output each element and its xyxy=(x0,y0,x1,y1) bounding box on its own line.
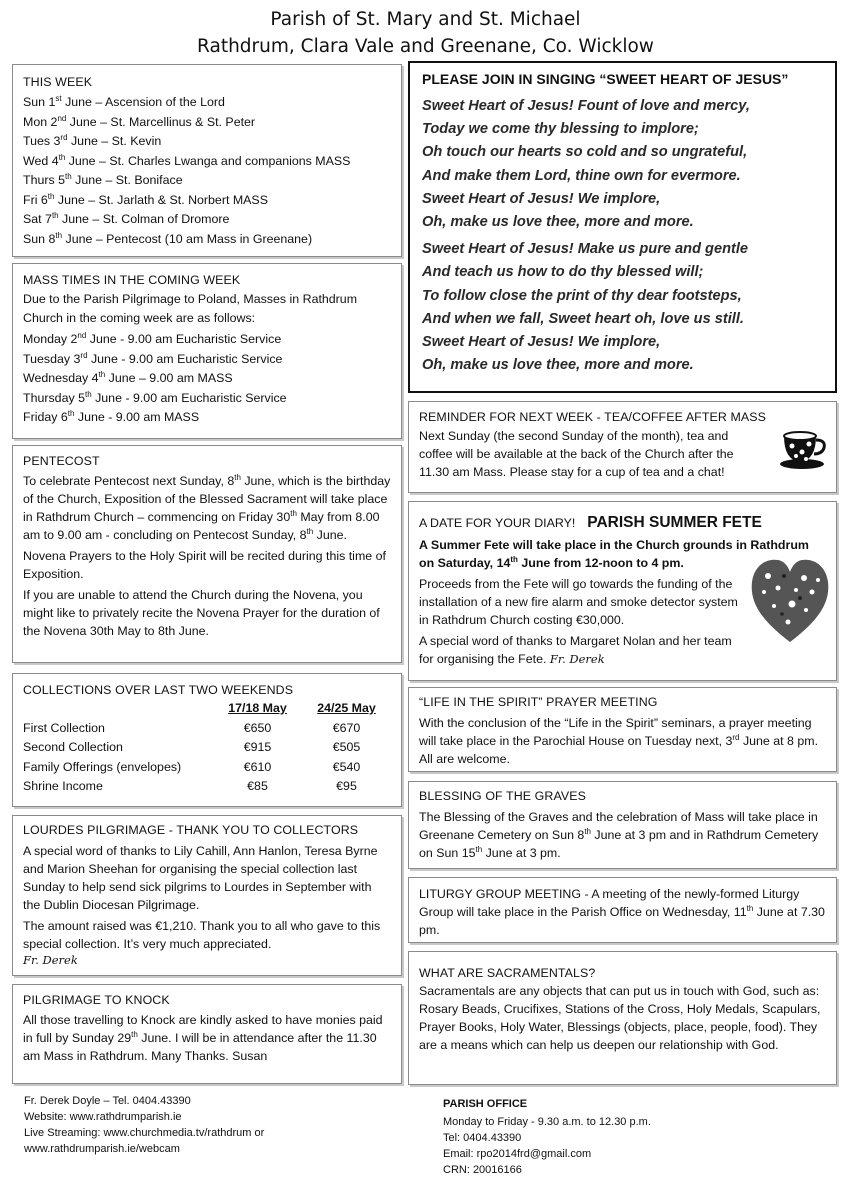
hymn-box xyxy=(408,61,837,393)
ordinal-suffix: st xyxy=(55,93,62,103)
item-day: Sat 7 xyxy=(23,212,52,226)
list-item xyxy=(23,93,391,113)
item-text: June – St. Kevin xyxy=(67,134,162,148)
this-week-title: THIS WEEK xyxy=(23,75,93,89)
collection-amount: €85 xyxy=(247,779,268,793)
collections-title: COLLECTIONS OVER LAST TWO WEEKENDS xyxy=(23,683,294,697)
ordinal-suffix: th xyxy=(584,826,591,836)
hymn-title: PLEASE JOIN IN SINGING “SWEET HEART OF JESUS” xyxy=(422,71,789,87)
lourdes-box xyxy=(12,815,402,976)
knock-text: All those travelling to Knock are kindly asked to have monies paid in full by Sunday 29 xyxy=(23,1013,383,1045)
priest-contact: Fr. Derek Doyle – Tel. 0404.43390 xyxy=(24,1095,191,1107)
knock-box xyxy=(12,984,402,1084)
mass-times-list xyxy=(23,330,391,428)
knock-title: PILGRIMAGE TO KNOCK xyxy=(23,993,170,1007)
graves-part: June at 3 pm. xyxy=(482,846,561,860)
teacup-icon xyxy=(776,424,828,470)
item-text: June – St. Marcellinus & St. Peter xyxy=(66,114,256,129)
item-day: Tues 3 xyxy=(23,134,61,148)
list-item xyxy=(23,152,391,172)
office-hours: Monday to Friday - 9.30 a.m. to 12.30 p.m. xyxy=(443,1116,651,1128)
list-item xyxy=(23,132,391,152)
liturgy-text xyxy=(419,885,826,939)
item-text: June – Ascension of the Lord xyxy=(61,95,225,109)
hymn-line: Sweet Heart of Jesus! Make us pure and gentle xyxy=(422,241,749,258)
item-text: June – 9.00 am MASS xyxy=(105,371,233,385)
ordinal-suffix: rd xyxy=(80,350,88,360)
list-item xyxy=(23,389,391,409)
arts-crafts-heart-icon xyxy=(748,552,832,648)
lourdes-paragraph-2: The amount raised was €1,210. Thank you to all who gave to this special collection. It’s very much appreciated. xyxy=(23,919,381,951)
hymn-line: To follow close the print of thy dear footsteps, xyxy=(422,287,742,304)
signature: Fr. Derek xyxy=(549,652,605,666)
ordinal-suffix: th xyxy=(475,844,483,854)
collection-label: Second Collection xyxy=(23,740,123,754)
table-row xyxy=(23,758,391,778)
pentecost-paragraph-2: Novena Prayers to the Holy Spirit will be recited during this time of Exposition. xyxy=(23,549,386,581)
pentecost-paragraph-1 xyxy=(23,472,391,544)
pentecost-p1-part: June. xyxy=(313,528,347,542)
item-text: June – St. Colman of Dromore xyxy=(58,212,230,226)
fete-text: A special word of thanks to Margaret Nolan and her team for organising the Fete. xyxy=(419,634,732,666)
fete-box xyxy=(408,501,837,681)
list-item xyxy=(23,191,391,211)
ordinal-suffix: th xyxy=(67,408,75,418)
ordinal-suffix: th xyxy=(306,526,314,536)
item-text: June - 9.00 am Eucharistic Service xyxy=(91,390,287,405)
list-item xyxy=(23,408,391,428)
pentecost-p1-part: To celebrate Pentecost next Sunday, 8 xyxy=(23,474,235,488)
graves-text xyxy=(419,808,826,862)
collection-amount: €540 xyxy=(332,759,361,774)
item-day: Thurs 5 xyxy=(23,173,66,187)
item-day: Friday 6 xyxy=(23,410,68,424)
list-item xyxy=(23,230,391,250)
item-day: Tuesday 3 xyxy=(23,351,81,366)
fete-paragraph-2: Proceeds from the Fete will go towards the funding of the installation of a new fire alarm and smoke detector system in Rathdrum Church costing €30,000. xyxy=(419,577,738,627)
signature: Fr. Derek xyxy=(23,953,78,967)
ordinal-suffix: th xyxy=(55,230,63,240)
item-text: June – St. Charles Lwanga and companions MASS xyxy=(65,153,351,168)
collections-header-row xyxy=(23,699,391,719)
mass-times-box xyxy=(12,263,402,439)
hymn-line: Sweet Heart of Jesus! We implore, xyxy=(422,190,661,207)
item-text: June - 9.00 am MASS xyxy=(74,410,200,424)
sacramentals-title: WHAT ARE SACRAMENTALS? xyxy=(419,966,596,980)
ordinal-suffix: th xyxy=(65,171,72,181)
collections-table xyxy=(23,699,391,797)
item-text: June – Pentecost (10 am Mass in Greenane) xyxy=(62,231,313,246)
fete-text: June from 12-noon to 4 pm. xyxy=(517,556,684,570)
ordinal-suffix: th xyxy=(51,210,59,220)
mass-times-intro: Due to the Parish Pilgrimage to Poland, Masses in Rathdrum Church in the coming week are as follows: xyxy=(23,292,358,325)
mass-times-title: MASS TIMES IN THE COMING WEEK xyxy=(23,273,241,287)
pentecost-p1-part: May from 8.00 am to 9.00 am - concluding on Pentecost Sunday, 8 xyxy=(23,510,380,542)
ordinal-suffix: rd xyxy=(732,732,740,742)
hymn-line: And when we fall, Sweet heart oh, love us still. xyxy=(422,310,744,327)
table-row xyxy=(23,777,391,797)
item-day: Thursday 5 xyxy=(23,390,85,405)
hymn-verse-2 xyxy=(422,238,823,377)
fete-paragraph-3 xyxy=(419,632,749,668)
item-day: Monday 2 xyxy=(23,332,78,346)
ordinal-suffix: th xyxy=(47,191,55,201)
fete-text: A Summer Fete will take place in the Church grounds in Rathdrum on Saturday, 14 xyxy=(419,538,809,570)
column-header: 24/25 May xyxy=(317,701,376,715)
ordinal-suffix: th xyxy=(510,554,518,564)
office-email[interactable]: Email: rpo2014frd@gmail.com xyxy=(443,1148,592,1160)
collections-box xyxy=(12,673,402,807)
item-day: Sun 1 xyxy=(23,95,56,109)
ordinal-suffix: nd xyxy=(57,113,67,123)
graves-part: June at 3 pm and in Rathdrum Cemetery on Sun 15 xyxy=(419,828,819,860)
hymn-line: Oh, make us love thee, more and more. xyxy=(422,357,694,374)
pentecost-p1-part: June, which is the birthday of the Church, Exposition of the Blessed Sacrament will take place in Rathdrum Church – commencing on Friday 30 xyxy=(23,474,391,524)
collection-amount: €670 xyxy=(332,720,361,735)
ordinal-suffix: nd xyxy=(77,330,87,340)
collection-label: First Collection xyxy=(23,720,105,735)
pentecost-paragraph-3: If you are unable to attend the Church during the Novena, you might like to privately recite the Novena Prayer for the duration of the Novena 30th May to 8th June. xyxy=(23,588,380,638)
item-text: June – St. Jarlath & St. Norbert MASS xyxy=(54,192,268,207)
sacramentals-box xyxy=(408,951,837,1085)
office-crn: CRN: 20016166 xyxy=(443,1164,522,1176)
fete-heading xyxy=(419,514,826,532)
pentecost-title: PENTECOST xyxy=(23,454,100,468)
fete-title: PARISH SUMMER FETE xyxy=(587,514,762,531)
table-row xyxy=(23,738,391,758)
office-phone: Tel: 0404.43390 xyxy=(443,1132,522,1144)
live-streaming-link[interactable]: Live Streaming: www.churchmedia.tv/rathdrum or xyxy=(24,1127,265,1139)
lourdes-paragraph-1: A special word of thanks to Lily Cahill, Ann Hanlon, Teresa Byrne and Marion Sheehan for organising the special collection last Sunday to help send sick pilgrims to Lourdes in September with the Dublin Diocesan Pilgrimage. xyxy=(23,844,378,912)
collection-amount: €95 xyxy=(336,779,357,793)
item-day: Fri 6 xyxy=(23,192,48,207)
this-week-box xyxy=(12,64,402,257)
knock-paragraph xyxy=(23,1011,391,1065)
list-item xyxy=(23,350,391,370)
item-day: Wed 4 xyxy=(23,153,59,168)
hymn-line: And teach us how to do thy blessed will; xyxy=(422,264,704,281)
hymn-line: Oh, make us love thee, more and more. xyxy=(422,214,694,231)
prayer-meeting-text xyxy=(419,714,826,768)
item-text: June - 9.00 am Eucharistic Service xyxy=(86,332,282,346)
collection-amount: €505 xyxy=(332,740,361,754)
pentecost-box xyxy=(12,445,402,663)
column-header: 17/18 May xyxy=(228,701,287,715)
fete-label: A DATE FOR YOUR DIARY! xyxy=(419,516,576,530)
liturgy-part: June at 7.30 pm. xyxy=(419,905,825,937)
item-day: Mon 2 xyxy=(23,114,58,129)
list-item xyxy=(23,330,391,350)
item-day: Wednesday 4 xyxy=(23,371,99,385)
ordinal-suffix: th xyxy=(58,152,66,162)
prayer-meeting-part: June at 8 pm. All are welcome. xyxy=(419,734,819,766)
item-day: Sun 8 xyxy=(23,231,56,246)
ordinal-suffix: th xyxy=(84,389,92,399)
graves-box xyxy=(408,781,837,869)
footer-contact xyxy=(24,1093,394,1157)
prayer-meeting-part: With the conclusion of the “Life in the Spirit” seminars, a prayer meeting will take place in the Parochial House on Tuesday next, 3 xyxy=(419,716,812,748)
parish-office-info xyxy=(443,1096,823,1178)
ordinal-suffix: th xyxy=(98,369,106,379)
hymn-line: Sweet Heart of Jesus! Fount of love and mercy, xyxy=(422,98,750,114)
ordinal-suffix: th xyxy=(131,1029,138,1039)
graves-part: The Blessing of the Graves and the celebration of Mass will take place in Greenane Cemetery on Sun 8 xyxy=(419,810,818,842)
page-header xyxy=(0,6,851,60)
hymn-line: Sweet Heart of Jesus! We implore, xyxy=(422,334,661,351)
ordinal-suffix: th xyxy=(290,508,297,518)
lourdes-title: LOURDES PILGRIMAGE - THANK YOU TO COLLECTORS xyxy=(23,823,359,837)
item-text: June – St. Boniface xyxy=(71,173,183,187)
ordinal-suffix: th xyxy=(746,903,754,913)
sacramentals-text: Sacramentals are any objects that can put us in touch with God, such as: Rosary Beads, Crucifixes, Stations of the Cross, Holy Medals, Scapulars, Prayer Books, Holy Water, Blessings (objects, place, people, food). They are a means which can help us deepen our relationship with God. xyxy=(419,984,821,1052)
parish-location: Rathdrum, Clara Vale and Greenane, Co. Wicklow xyxy=(197,36,654,57)
item-text: June - 9.00 am Eucharistic Service xyxy=(87,351,283,366)
hymn-line: Oh touch our hearts so cold and so ungrateful, xyxy=(422,144,748,161)
webcam-link[interactable]: www.rathdrumparish.ie/webcam xyxy=(24,1143,180,1155)
website-link[interactable]: Website: www.rathdrumparish.ie xyxy=(24,1111,182,1123)
hymn-verse-1 xyxy=(422,95,823,234)
tea-text: Next Sunday (the second Sunday of the month), tea and coffee will be available at the back of the Church after the 11.30 am Mass. Please stay for a cup of tea and a chat! xyxy=(419,429,734,479)
prayer-meeting-title: “LIFE IN THE SPIRIT” PRAYER MEETING xyxy=(419,695,658,709)
parish-name: Parish of St. Mary and St. Michael xyxy=(270,9,581,30)
liturgy-title: LITURGY GROUP MEETING xyxy=(419,887,582,901)
tea-title: REMINDER FOR NEXT WEEK - TEA/COFFEE AFTER MASS xyxy=(419,410,766,424)
prayer-meeting-box xyxy=(408,687,837,772)
knock-text: June. I will be in attendance after the 11.30 am Mass in Rathdrum. Many Thanks. Susan xyxy=(23,1031,377,1063)
list-item xyxy=(23,210,391,230)
liturgy-box xyxy=(408,877,837,943)
liturgy-part: - A meeting of the newly-formed Liturgy Group will take place in the Parish Office on Wednesday, 11 xyxy=(419,887,800,919)
collection-label: Shrine Income xyxy=(23,779,103,793)
collection-amount: €610 xyxy=(243,759,272,774)
parish-office-title: PARISH OFFICE xyxy=(443,1098,528,1110)
list-item xyxy=(23,113,391,133)
list-item xyxy=(23,369,391,389)
ordinal-suffix: th xyxy=(234,472,241,482)
hymn-line: And make them Lord, thine own for evermore. xyxy=(422,167,741,184)
tea-box xyxy=(408,401,837,493)
this-week-list xyxy=(23,93,391,249)
list-item xyxy=(23,171,391,191)
collection-label: Family Offerings (envelopes) xyxy=(23,759,182,774)
collection-amount: €915 xyxy=(243,740,272,754)
table-row xyxy=(23,719,391,739)
hymn-line: Today we come thy blessing to implore; xyxy=(422,121,699,138)
collection-amount: €650 xyxy=(243,720,272,735)
ordinal-suffix: rd xyxy=(60,132,68,142)
graves-title: BLESSING OF THE GRAVES xyxy=(419,789,586,803)
